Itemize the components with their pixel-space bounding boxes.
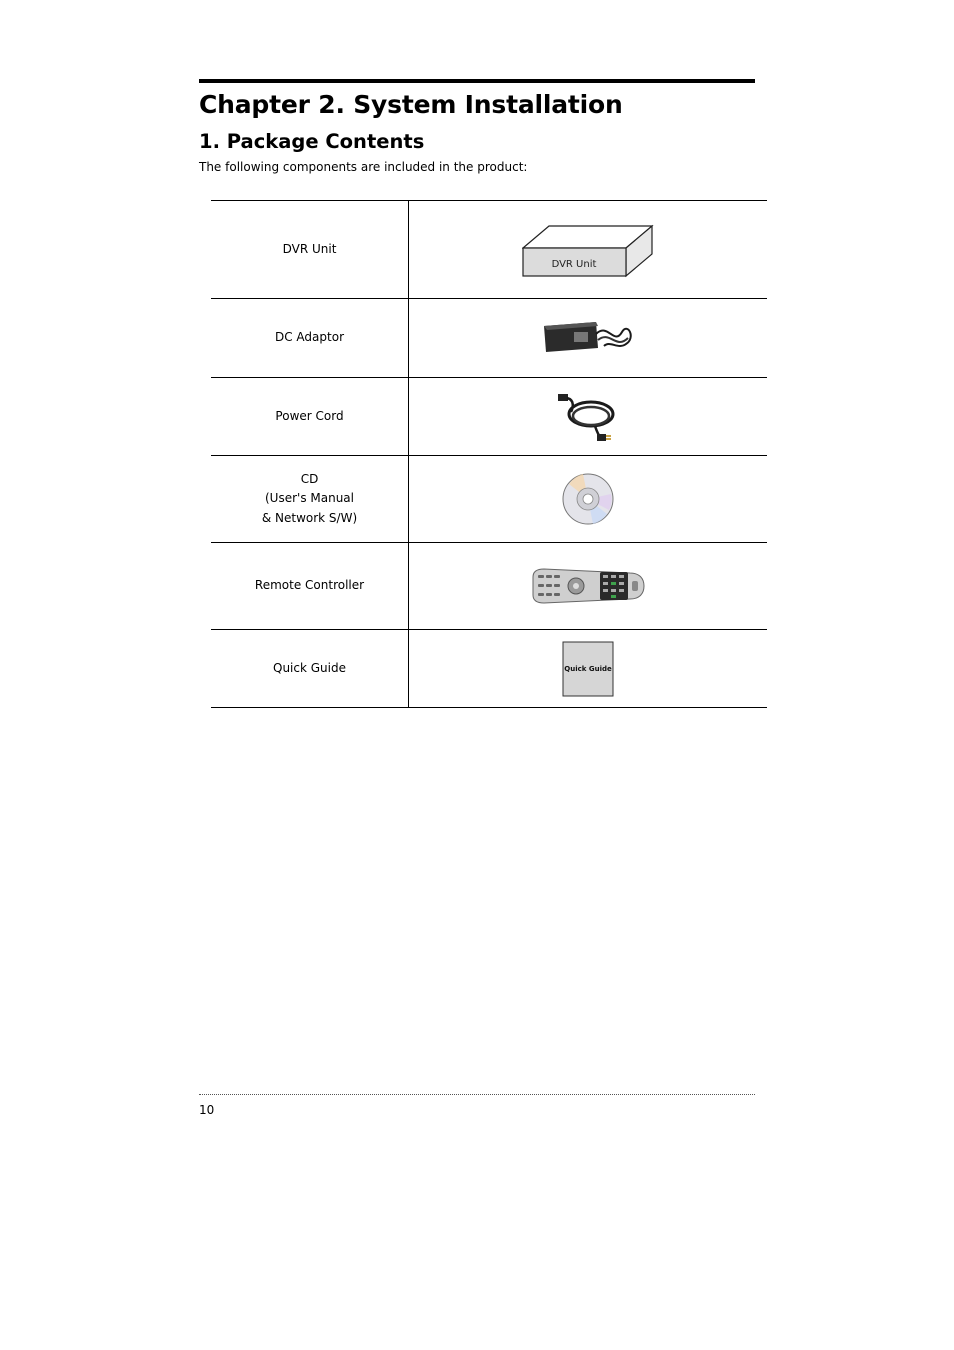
page-number: 10 [199, 1103, 215, 1117]
remote-controller-icon [530, 567, 646, 605]
item-image [409, 456, 768, 543]
item-image [409, 543, 768, 630]
table-row [211, 201, 767, 299]
item-name: DVR Unit [211, 201, 409, 299]
item-name: Power Cord [211, 378, 409, 456]
intro-text: The following components are included in the product: [199, 160, 528, 174]
table-row [211, 299, 767, 378]
item-name: Remote Controller [211, 543, 409, 630]
item-image [409, 299, 768, 378]
item-image [409, 201, 768, 299]
power-cord-icon [555, 390, 621, 444]
table-row [211, 378, 767, 456]
table-row [211, 456, 767, 543]
item-name: DC Adaptor [211, 299, 409, 378]
quick-guide-icon [562, 641, 614, 697]
table-row [211, 543, 767, 630]
table-row [211, 630, 767, 708]
cd-icon [561, 472, 615, 526]
item-name: CD (User's Manual & Network S/W) [211, 456, 409, 543]
chapter-title: Chapter 2. System Installation [199, 90, 623, 119]
item-name: Quick Guide [211, 630, 409, 708]
dvr-unit-icon [522, 222, 654, 278]
section-title: 1. Package Contents [199, 130, 425, 153]
item-image [409, 378, 768, 456]
svg-text:DVR Unit: DVR Unit [551, 258, 597, 270]
item-image [409, 630, 768, 708]
dc-adaptor-icon [538, 316, 638, 360]
top-rule [199, 79, 755, 83]
footer-rule [199, 1094, 755, 1095]
svg-text:Quick Guide: Quick Guide [564, 664, 612, 673]
package-contents-table [211, 200, 767, 708]
